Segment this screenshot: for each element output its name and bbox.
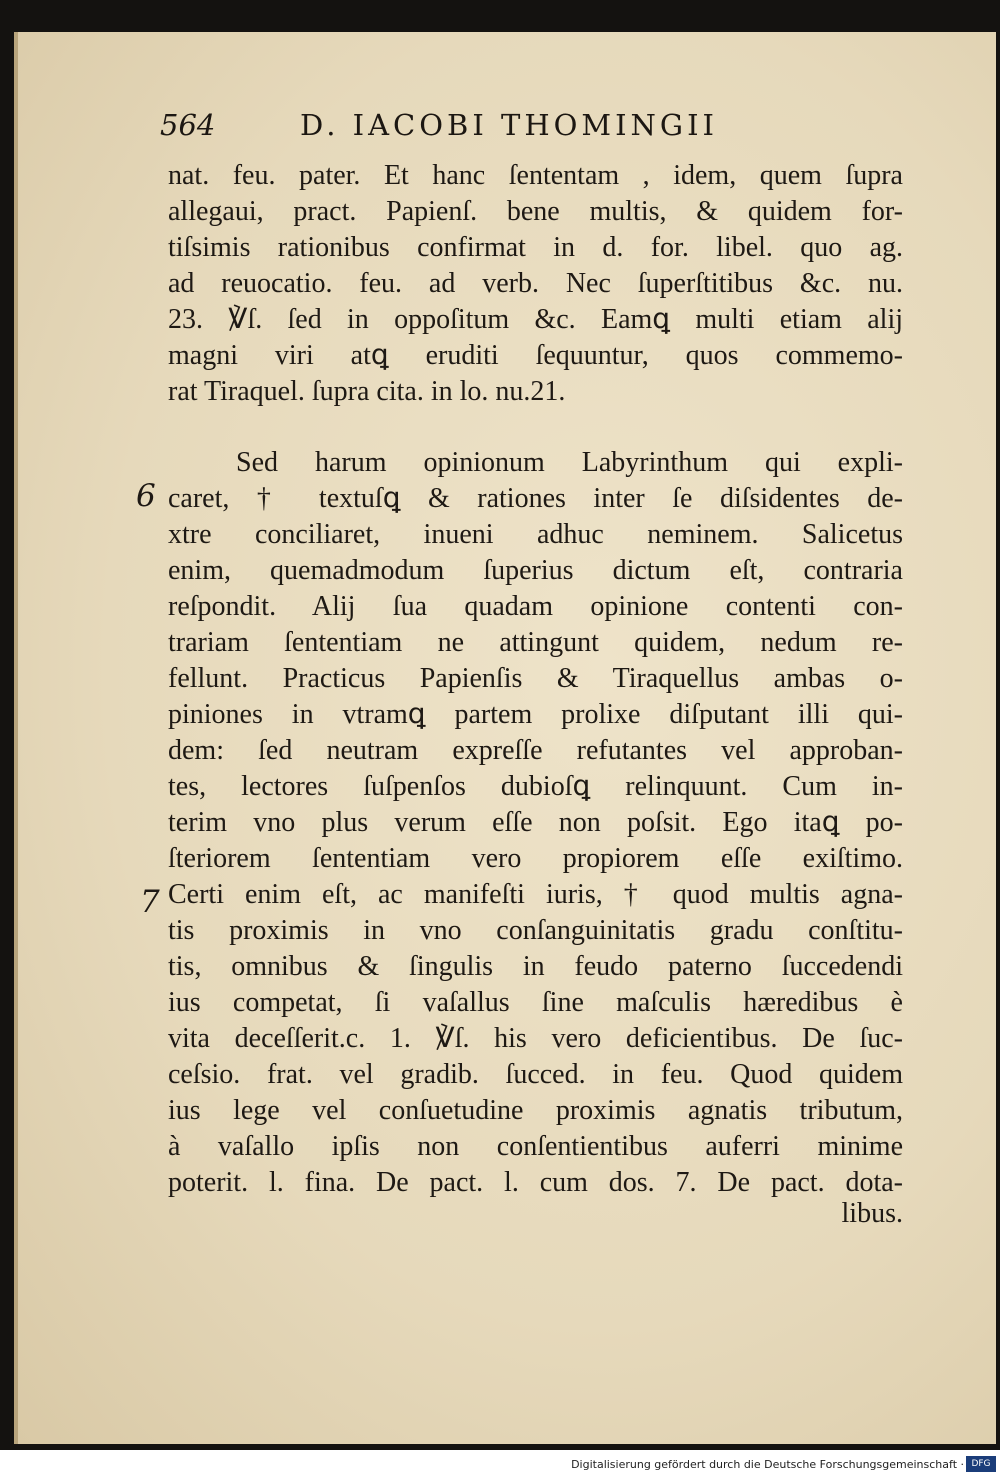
catchword-line: libus. bbox=[841, 1198, 903, 1229]
text-line: terim vno plus verum eſſe non poſsit. Ego itaꝗ po- bbox=[168, 807, 903, 838]
dfg-logo: DFG bbox=[966, 1456, 996, 1472]
margin-number-6: 6 bbox=[136, 478, 156, 514]
text-line: ceſsio. frat. vel gradib. ſucced. in feu. Quod quidem bbox=[168, 1059, 903, 1090]
text-line: xtre conciliaret, inueni adhuc neminem. Salicetus bbox=[168, 519, 903, 550]
text-line: fellunt. Practicus Papienſis & Tiraquellus ambas o- bbox=[168, 663, 903, 694]
text-line: Certi enim eſt, ac manifeſti iuris, † quod multis agna- bbox=[168, 879, 903, 910]
text-line: vita deceſſerit.c. 1. ℣ſ. his vero deficientibus. De ſuc- bbox=[168, 1023, 903, 1054]
running-head: D. IACOBI THOMINGII bbox=[300, 108, 719, 142]
text-line: à vaſallo ipſis non conſentientibus auferri minime bbox=[168, 1131, 903, 1162]
text-line: ius competat, ſi vaſallus ſine maſculis hæredibus è bbox=[168, 987, 903, 1018]
text-line: ſteriorem ſententiam vero propiorem eſſe exiſtimo. bbox=[168, 843, 903, 874]
text-line: reſpondit. Alij ſua quadam opinione contenti con- bbox=[168, 591, 903, 622]
text-line: tes, lectores ſuſpenſos dubioſꝗ relinquunt. Cum in- bbox=[168, 771, 903, 802]
margin-number-7: 7 bbox=[140, 884, 160, 920]
text-line: dem: ſed neutram expreſſe refutantes vel approban- bbox=[168, 735, 903, 766]
text-line: nat. feu. pater. Et hanc ſententam , idem, quem ſupra bbox=[168, 160, 903, 191]
text-line: tis, omnibus & ſingulis in feudo paterno ſuccedendi bbox=[168, 951, 903, 982]
text-line: poterit. l. fina. De pact. l. cum dos. 7. De pact. dota- bbox=[168, 1167, 903, 1198]
digitization-footer bbox=[0, 1450, 1000, 1475]
text-line: tiſsimis rationibus confirmat in d. for. libel. quo ag. bbox=[168, 232, 903, 263]
text-line: Sed harum opinionum Labyrinthum qui expli- bbox=[236, 447, 903, 478]
text-line: 23. ℣ſ. ſed in oppoſitum &c. Eamꝗ multi etiam alij bbox=[168, 304, 903, 335]
text-line: rat Tiraquel. ſupra cita. in lo. nu.21. bbox=[168, 376, 566, 407]
text-line: magni viri atꝗ eruditi ſequuntur, quos commemo- bbox=[168, 340, 903, 371]
page-number: 564 bbox=[160, 108, 216, 142]
text-line: enim, quemadmodum ſuperius dictum eſt, contraria bbox=[168, 555, 903, 586]
text-line: tis proximis in vno conſanguinitatis gradu conſtitu- bbox=[168, 915, 903, 946]
text-line: piniones in vtramꝗ partem prolixe diſputant illi qui- bbox=[168, 699, 903, 730]
text-line: ius lege vel conſuetudine proximis agnatis tributum, bbox=[168, 1095, 903, 1126]
text-line: allegaui, pract. Papienſ. bene multis, & quidem for- bbox=[168, 196, 903, 227]
page-header bbox=[160, 108, 890, 152]
funding-credit: Digitalisierung gefördert durch die Deutsche Forschungsgemeinschaft · bbox=[571, 1458, 964, 1471]
text-line: caret, † textuſꝗ & rationes inter ſe diſsidentes de- bbox=[168, 483, 903, 514]
text-line: ad reuocatio. feu. ad verb. Nec ſuperſtitibus &c. nu. bbox=[168, 268, 903, 299]
text-line: trariam ſententiam ne attingunt quidem, nedum re- bbox=[168, 627, 903, 658]
